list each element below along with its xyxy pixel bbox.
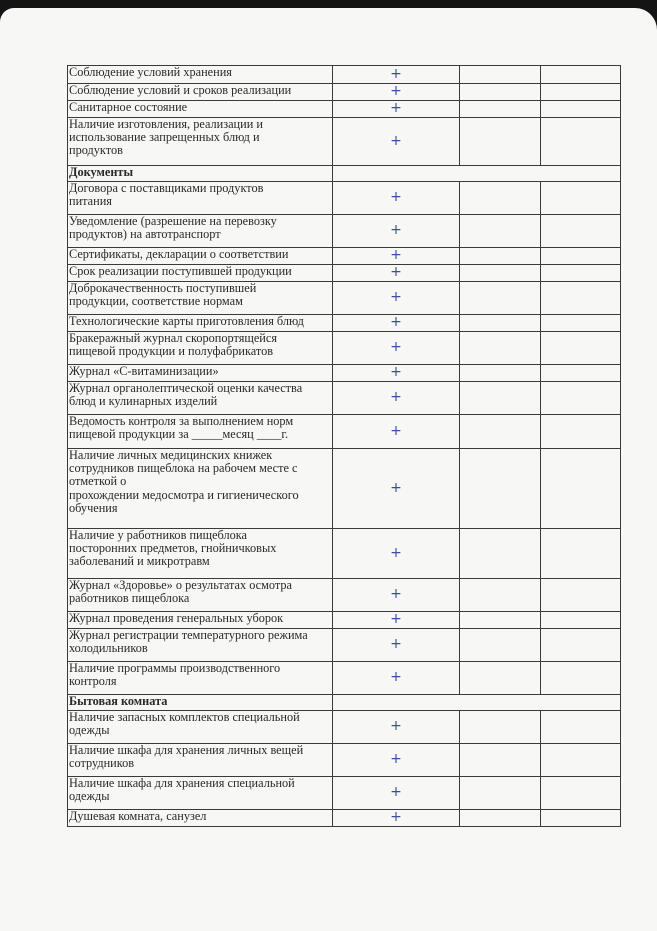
handwritten-plus-mark: + [333,101,460,118]
criterion-text: Доброкачественность поступившей продукции, соответствие нормам [68,282,333,315]
empty-cell [460,84,541,101]
checklist-row [68,66,621,84]
empty-cell [460,744,541,777]
empty-cell [541,215,621,248]
checklist-row [68,529,621,579]
empty-cell [541,84,621,101]
handwritten-plus-mark: + [333,662,460,695]
checklist-row [68,248,621,265]
criterion-text: Душевая комната, санузел [68,810,333,827]
criterion-text: Журнал органолептической оценки качества блюд и кулинарных изделий [68,382,333,415]
empty-cell [541,101,621,118]
empty-cell [541,449,621,529]
criterion-text: Уведомление (разрешение на перевозку продуктов) на автотранспорт [68,215,333,248]
checklist-row [68,629,621,662]
checklist-row [68,612,621,629]
criterion-text: Наличие запасных комплектов специальной одежды [68,711,333,744]
handwritten-plus-mark: + [333,265,460,282]
criterion-text: Технологические карты приготовления блюд [68,315,333,332]
checklist-row [68,182,621,215]
handwritten-plus-mark: + [333,332,460,365]
criterion-text: Наличие шкафа для хранения личных вещей сотрудников [68,744,333,777]
section-empty-cell [333,695,621,711]
criterion-text: Наличие программы производственного контроля [68,662,333,695]
empty-cell [541,282,621,315]
criterion-text: Наличие шкафа для хранения специальной одежды [68,777,333,810]
handwritten-plus-mark: + [333,66,460,84]
empty-cell [460,265,541,282]
checklist-body [68,66,621,827]
checklist-row [68,382,621,415]
checklist-row [68,579,621,612]
criterion-text: Журнал «Здоровье» о результатах осмотра работников пищеблока [68,579,333,612]
handwritten-plus-mark: + [333,777,460,810]
handwritten-plus-mark: + [333,612,460,629]
empty-cell [460,415,541,449]
empty-cell [460,810,541,827]
criterion-text: Наличие личных медицинских книжек сотрудников пищеблока на рабочем месте с отметкой о прохождении медосмотра и гигиенического обучения [68,449,333,529]
empty-cell [541,777,621,810]
empty-cell [541,365,621,382]
empty-cell [541,332,621,365]
handwritten-plus-mark: + [333,182,460,215]
section-title: Документы [68,166,333,182]
criterion-text: Соблюдение условий и сроков реализации [68,84,333,101]
empty-cell [541,315,621,332]
criterion-text: Бракеражный журнал скоропортящейся пищевой продукции и полуфабрикатов [68,332,333,365]
empty-cell [541,662,621,695]
criterion-text: Соблюдение условий хранения [68,66,333,84]
handwritten-plus-mark: + [333,711,460,744]
empty-cell [541,118,621,166]
checklist-row [68,101,621,118]
empty-cell [460,101,541,118]
handwritten-plus-mark: + [333,84,460,101]
empty-cell [541,810,621,827]
criterion-text: Сертификаты, декларации о соответствии [68,248,333,265]
handwritten-plus-mark: + [333,382,460,415]
empty-cell [460,711,541,744]
checklist-row [68,265,621,282]
criterion-text: Наличие изготовления, реализации и использование запрещенных блюд и продуктов [68,118,333,166]
checklist-row [68,662,621,695]
empty-cell [460,777,541,810]
empty-cell [460,449,541,529]
criterion-text: Срок реализации поступившей продукции [68,265,333,282]
handwritten-plus-mark: + [333,529,460,579]
checklist-row [68,777,621,810]
criterion-text: Журнал «С-витаминизации» [68,365,333,382]
checklist-row [68,282,621,315]
empty-cell [541,265,621,282]
handwritten-plus-mark: + [333,248,460,265]
empty-cell [541,182,621,215]
empty-cell [541,629,621,662]
checklist-row [68,118,621,166]
empty-cell [460,182,541,215]
criterion-text: Наличие у работников пищеблока посторонних предметов, гнойничковых заболеваний и микротравм [68,529,333,579]
handwritten-plus-mark: + [333,810,460,827]
checklist-row [68,332,621,365]
checklist-row [68,415,621,449]
handwritten-plus-mark: + [333,449,460,529]
checklist-row [68,449,621,529]
section-title: Бытовая комната [68,695,333,711]
handwritten-plus-mark: + [333,415,460,449]
section-header-row [68,166,621,182]
criterion-text: Договора с поставщиками продуктов питания [68,182,333,215]
checklist-row [68,711,621,744]
handwritten-plus-mark: + [333,629,460,662]
empty-cell [541,579,621,612]
empty-cell [460,248,541,265]
empty-cell [460,612,541,629]
criterion-text: Санитарное состояние [68,101,333,118]
empty-cell [460,215,541,248]
inspection-checklist-table [67,65,621,827]
empty-cell [460,66,541,84]
empty-cell [460,529,541,579]
criterion-text: Ведомость контроля за выполнением норм пищевой продукции за _____месяц ____г. [68,415,333,449]
empty-cell [541,744,621,777]
empty-cell [460,365,541,382]
checklist-row [68,810,621,827]
criterion-text: Журнал регистрации температурного режима холодильников [68,629,333,662]
empty-cell [460,662,541,695]
handwritten-plus-mark: + [333,215,460,248]
empty-cell [460,382,541,415]
empty-cell [460,315,541,332]
handwritten-plus-mark: + [333,315,460,332]
empty-cell [460,579,541,612]
section-header-row [68,695,621,711]
checklist-row [68,744,621,777]
section-empty-cell [333,166,621,182]
handwritten-plus-mark: + [333,282,460,315]
handwritten-plus-mark: + [333,365,460,382]
handwritten-plus-mark: + [333,579,460,612]
scanned-page [0,8,657,931]
empty-cell [460,282,541,315]
checklist-row [68,365,621,382]
checklist-row [68,84,621,101]
empty-cell [460,332,541,365]
criterion-text: Журнал проведения генеральных уборок [68,612,333,629]
empty-cell [541,529,621,579]
checklist-row [68,215,621,248]
empty-cell [460,629,541,662]
handwritten-plus-mark: + [333,744,460,777]
empty-cell [541,66,621,84]
empty-cell [541,382,621,415]
empty-cell [541,248,621,265]
empty-cell [541,711,621,744]
handwritten-plus-mark: + [333,118,460,166]
empty-cell [460,118,541,166]
checklist-row [68,315,621,332]
empty-cell [541,415,621,449]
empty-cell [541,612,621,629]
